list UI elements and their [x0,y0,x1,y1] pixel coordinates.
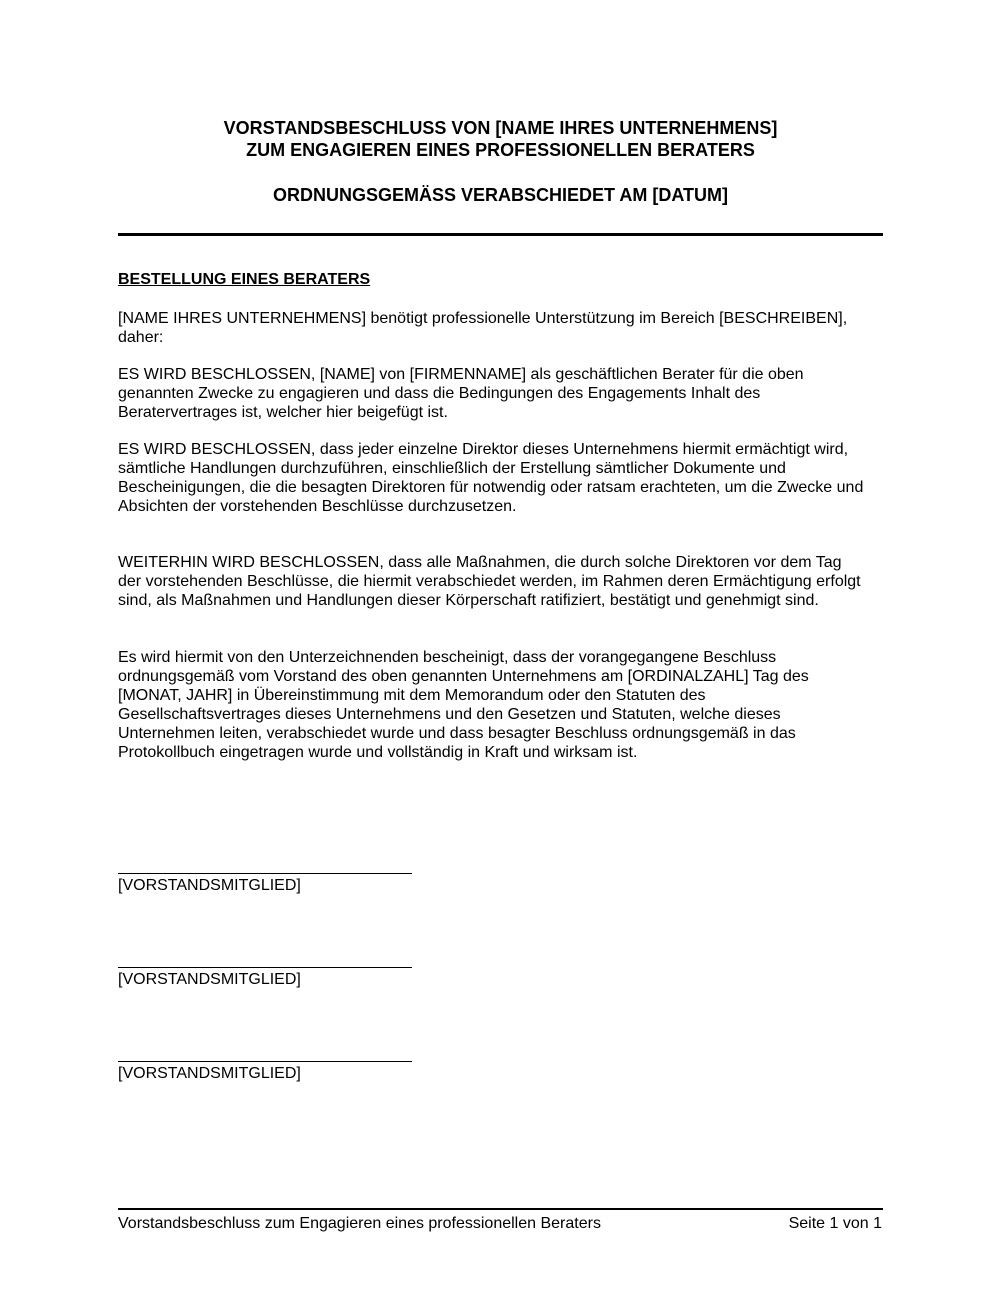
signature-block [118,873,412,895]
footer-divider [118,1208,883,1210]
paragraph-resolution-authorize [118,440,888,516]
signature-block [118,1061,412,1083]
signature-label: [VORSTANDSMITGLIED] [118,971,301,988]
paragraph-line: ES WIRD BESCHLOSSEN, dass jeder einzelne Direktor dieses Unternehmens hiermit ermächtigt wird, [118,441,849,458]
signature-label: [VORSTANDSMITGLIED] [118,1065,301,1082]
paragraph-line: Beratervertrages ist, welcher hier beigefügt ist. [118,404,448,421]
paragraph-line: sämtliche Handlungen durchzuführen, einschließlich der Erstellung sämtlicher Dokumente und [118,460,786,477]
paragraph-resolution-ratify [118,553,888,610]
signature-label: [VORSTANDSMITGLIED] [118,877,301,894]
paragraph-line: der vorstehenden Beschlüsse, die hiermit verabschiedet werden, im Rahmen deren Ermächtigung erfolgt [118,573,861,590]
paragraph-line: ES WIRD BESCHLOSSEN, [NAME] von [FIRMENNAME] als geschäftlichen Berater für die oben [118,366,804,383]
paragraph-need [118,309,888,347]
paragraph-line: Gesellschaftsvertrages dieses Unternehmens und den Gesetzen und Statuten, welche dieses [118,706,781,723]
paragraph-line: Protokollbuch eingetragen wurde und vollständig in Kraft und wirksam ist. [118,744,638,761]
paragraph-line: Es wird hiermit von den Unterzeichnenden bescheinigt, dass der vorangegangene Beschluss [118,649,777,666]
header-divider [118,233,883,236]
paragraph-line: ordnungsgemäß vom Vorstand des oben genannten Unternehmens am [ORDINALZAHL] Tag des [118,668,809,685]
footer-title: Vorstandsbeschluss zum Engagieren eines professionellen Beraters [118,1215,601,1232]
paragraph-line: Unternehmen leiten, verabschiedet wurde und dass besagter Beschluss ordnungsgemäß in das [118,725,796,742]
paragraph-line: sind, als Maßnahmen und Handlungen dieser Körperschaft ratifiziert, bestätigt und genehmigt sind. [118,592,819,609]
paragraph-resolution-engage [118,365,888,422]
signature-line [118,967,412,968]
paragraph-line: Absichten der vorstehenden Beschlüsse durchzusetzen. [118,498,517,515]
section-heading: BESTELLUNG EINES BERATERS [118,271,371,288]
paragraph-line: [NAME IHRES UNTERNEHMENS] benötigt professionelle Unterstützung im Bereich [BESCHREIBEN], [118,310,848,327]
document-subtitle: ORDNUNGSGEMÄSS VERABSCHIEDET AM [DATUM] [272,185,728,205]
signature-line [118,873,412,874]
paragraph-certification [118,648,888,762]
signature-line [118,1061,412,1062]
signature-block [118,967,412,989]
page-number: Seite 1 von 1 [788,1215,882,1232]
paragraph-line: daher: [118,329,164,346]
paragraph-line: [MONAT, JAHR] in Übereinstimmung mit dem Memorandum oder den Statuten des [118,687,706,704]
document-title-line-2: ZUM ENGAGIEREN EINES PROFESSIONELLEN BERATERS [246,140,755,160]
document-title-line-1: VORSTANDSBESCHLUSS VON [NAME IHRES UNTERNEHMENS] [223,118,778,138]
paragraph-line: genannten Zwecke zu engagieren und dass die Bedingungen des Engagements Inhalt des [118,385,761,402]
paragraph-line: WEITERHIN WIRD BESCHLOSSEN, dass alle Maßnahmen, die durch solche Direktoren vor dem Tag [118,554,842,571]
paragraph-line: Bescheinigungen, die die besagten Direktoren für notwendig oder ratsam erachteten, um die Zwecke und [118,479,864,496]
